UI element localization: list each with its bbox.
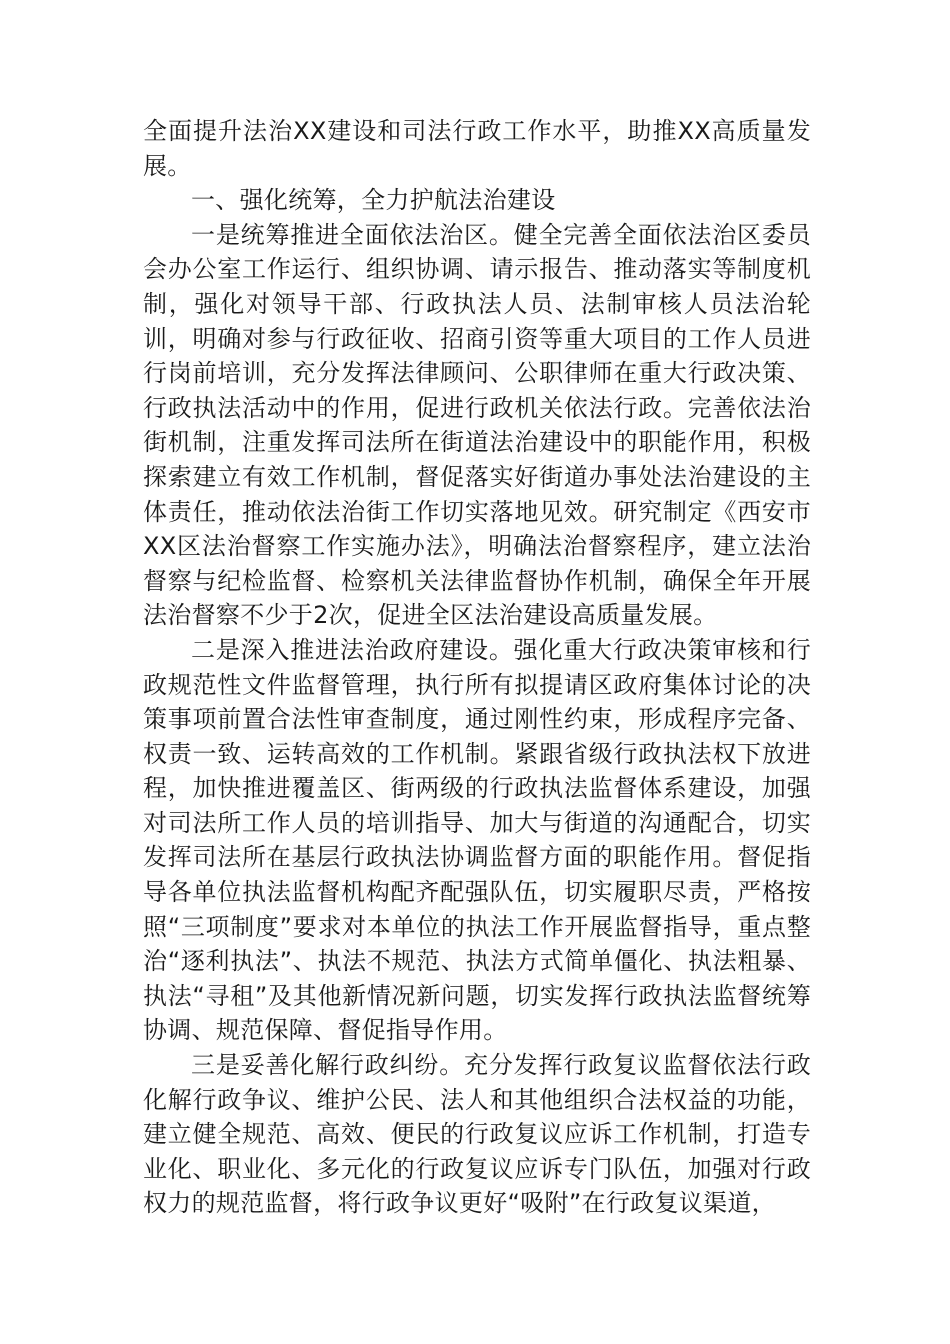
- paragraph-intro-continuation: 全面提升法治XX建设和司法行政工作水平，助推XX高质量发展。: [143, 117, 811, 180]
- document-body: [143, 114, 811, 1221]
- section-heading: 一、强化统筹，全力护航法治建设: [191, 186, 556, 215]
- paragraph-three: 三是妥善化解行政纠纷。充分发挥行政复议监督依法行政化解行政争议、维护公民、法人和其他组织合法权益的功能，建立健全规范、高效、便民的行政复议应诉工作机制，打造专业化、职业化、多元化的行政复议应诉专门队伍，加强对行政权力的规范监督，将行政争议更好“吸附”在行政复议渠道，: [143, 1051, 811, 1218]
- paragraph-two: 二是深入推进法治政府建设。强化重大行政决策审核和行政规范性文件监督管理，执行所有拟提请区政府集体讨论的决策事项前置合法性审查制度，通过刚性约束，形成程序完备、权责一致、运转高效的工作机制。紧跟省级行政执法权下放进程，加快推进覆盖区、街两级的行政执法监督体系建设，加强对司法所工作人员的培训指导、加大与街道的沟通配合，切实发挥司法所在基层行政执法协调监督方面的职能作用。督促指导各单位执法监督机构配齐配强队伍，切实履职尽责，严格按照“三项制度”要求对本单位的执法工作开展监督指导，重点整治“逐利执法”、执法不规范、执法方式简单僵化、执法粗暴、执法“寻租”及其他新情况新问题，切实发挥行政执法监督统筹协调、规范保障、督促指导作用。: [143, 635, 811, 1045]
- paragraph-one: 一是统筹推进全面依法治区。健全完善全面依法治区委员会办公室工作运行、组织协调、请示报告、推动落实等制度机制，强化对领导干部、行政执法人员、法制审核人员法治轮训，明确对参与行政征收、招商引资等重大项目的工作人员进行岗前培训，充分发挥法律顾问、公职律师在重大行政决策、行政执法活动中的作用，促进行政机关依法行政。完善依法治街机制，注重发挥司法所在街道法治建设中的职能作用，积极探索建立有效工作机制，督促落实好街道办事处法治建设的主体责任，推动依法治街工作切实落地见效。研究制定《西安市XX区法治督察工作实施办法》，明确法治督察程序，建立法治督察与纪检监督、检察机关法律监督协作机制，确保全年开展法治督察不少于2次，促进全区法治建设高质量发展。: [143, 220, 811, 630]
